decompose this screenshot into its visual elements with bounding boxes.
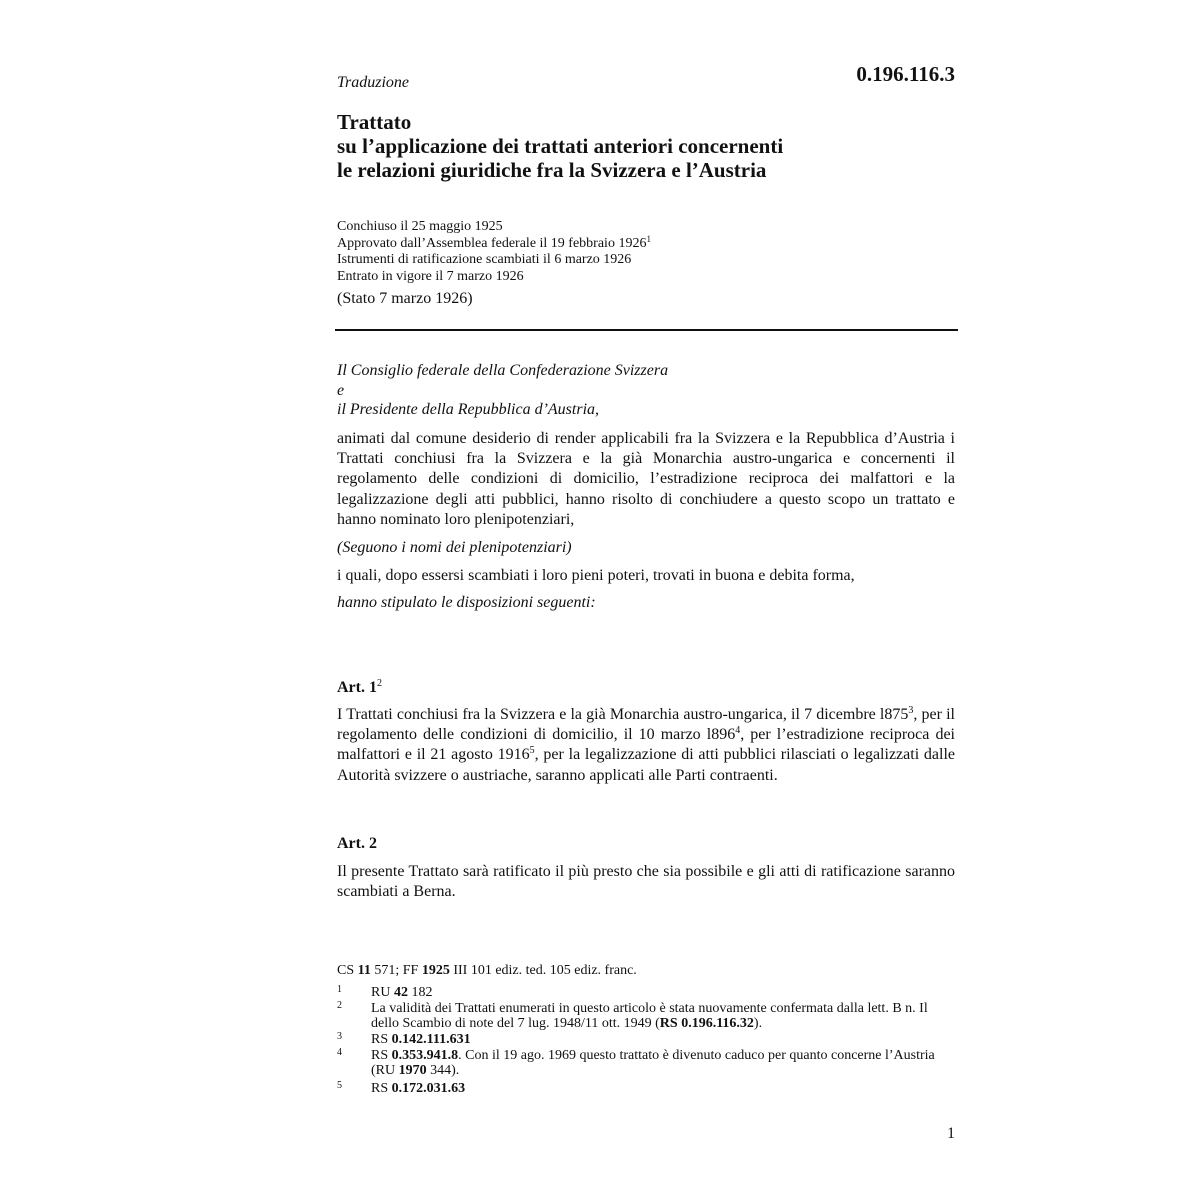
preamble-intro: animati dal comune desiderio di render applicabili fra la Svizzera e la Repubblica d’Austria i Trattati conchiusi fra la Svizzera e la già Monarchia austro-ungarica e concernenti il regolamento delle condizioni di domicilio, l’estradizione reciproca dei malfattori e la legalizzazione degli atti pubblici, hanno risolto di conchiudere a questo scopo un trattato e hanno nominato loro plenipotenziari, (337, 430, 955, 528)
footnote-number: 4 (337, 1047, 342, 1058)
footnote-text (371, 1081, 955, 1096)
in-force-date: Entrato in vigore il 7 marzo 1926 (337, 268, 524, 284)
footnote-text (371, 1048, 955, 1078)
status-date: (Stato 7 marzo 1926) (337, 290, 473, 307)
footnote-5 (337, 1081, 955, 1096)
source-part-2: 571; FF (370, 963, 422, 978)
source-reference (337, 963, 637, 979)
article-1-heading (337, 679, 382, 697)
footnote-number: 5 (337, 1080, 342, 1091)
article-1-part-2: , per il regolamento delle condizioni di domicilio, il 10 marzo l896 (337, 706, 955, 744)
footnote-4-part-2: . Con il 19 ago. 1969 questo trattato è divenuto caduco per quanto concerne l’Austria (RU (371, 1048, 935, 1078)
footnote-ref-4[interactable]: 4 (735, 725, 741, 737)
footnote-1 (337, 985, 955, 1000)
article-1-part-4: , per la legalizzazione di atti pubblici rilasciati o legalizzati dalle Autorità svizzere o austriache, saranno applicati alle Parti contraenti. (337, 746, 955, 784)
footnote-1-part-2: 182 (407, 985, 433, 1000)
article-1-part-3: , per l’estradizione reciproca dei malfattori e il 21 agosto 1916 (337, 726, 955, 764)
footnote-2-part-1: La validità dei Trattati enumerati in questo articolo è stata nuovamente confermata dalla lett. B n. Il dello Scambio di note del 7 lug. 1948/11 ott. 1949 ( (371, 1001, 928, 1031)
party-austria: il Presidente della Repubblica d’Austria, (337, 401, 600, 418)
treaty-metadata (337, 219, 957, 285)
article-1-text (337, 705, 955, 786)
footnote-3-bold: 0.142.111.631 (391, 1032, 471, 1047)
footnote-4-part-1: RS (371, 1048, 392, 1063)
footnote-2-part-2: ). (753, 1016, 763, 1031)
party-swiss: Il Consiglio federale della Confederazione Svizzera (337, 362, 669, 379)
footnote-ref-5[interactable]: 5 (529, 745, 535, 757)
footnote-ref-3[interactable]: 3 (908, 705, 914, 716)
agreed-provisions-clause: hanno stipulato le disposizioni seguenti: (337, 594, 596, 611)
approved-date (337, 233, 957, 253)
article-1-title: Art. 1 (337, 679, 377, 696)
page-number: 1 (947, 1125, 955, 1142)
footnote-4-part-3: 344). (426, 1063, 460, 1078)
article-2-text: Il presente Trattato sarà ratificato il più presto che sia possibile e gli atti di ratificazione saranno scambiati a Berna. (337, 863, 955, 901)
footnote-4 (337, 1048, 955, 1078)
footnote-3-part-1: RS (371, 1032, 392, 1047)
article-1-part-1: I Trattati conchiusi fra la Svizzera e la già Monarchia austro-ungarica, il 7 dicembre l875 (337, 706, 909, 723)
footnote-text (371, 1032, 955, 1047)
footnote-number: 2 (337, 1000, 342, 1011)
plenipotentiaries-note: (Seguono i nomi dei plenipotenziari) (337, 539, 572, 556)
title-line-1: Trattato (337, 110, 412, 134)
concluded-date: Conchiuso il 25 maggio 1925 (337, 219, 503, 234)
title-line-3: le relazioni giuridiche fra la Svizzera e l’Austria (337, 158, 767, 182)
footnote-5-part-1: RS (371, 1081, 392, 1096)
footnote-1-part-1: RU (371, 985, 394, 1000)
footnote-5-bold: 0.172.031.63 (391, 1081, 466, 1096)
system-number: 0.196.116.3 (856, 62, 955, 86)
footnote-number: 1 (337, 984, 342, 995)
header-divider (335, 329, 958, 331)
footnote-3 (337, 1032, 955, 1047)
footnote-number: 3 (337, 1031, 342, 1042)
footnote-2 (337, 1001, 955, 1031)
full-powers-clause: i quali, dopo essersi scambiati i loro pieni poteri, trovati in buona e debita forma, (337, 567, 855, 584)
source-bold-1: 11 (357, 963, 371, 978)
footnote-ref-2[interactable]: 2 (376, 678, 382, 689)
preamble-parties (337, 361, 955, 420)
article-2-heading: Art. 2 (337, 835, 377, 852)
footnote-4-bold-1: 0.353.941.8 (391, 1048, 459, 1063)
approved-text: Approvato dall’Assemblea federale il 19 febbraio 1926 (337, 235, 647, 251)
party-conjunction: e (337, 381, 345, 399)
footnote-2-bold: RS 0.196.116.32 (659, 1016, 754, 1031)
translation-label: Traduzione (337, 74, 410, 91)
source-bold-2: 1925 (421, 963, 450, 978)
footnote-ref-1[interactable]: 1 (646, 233, 651, 244)
source-part-3: III 101 ediz. ted. 105 ediz. franc. (449, 963, 637, 978)
footnote-1-bold: 42 (393, 985, 408, 1000)
footnote-text (371, 985, 955, 1000)
footnote-text (371, 1001, 955, 1031)
source-part-1: CS (337, 963, 358, 978)
title-line-2: su l’applicazione dei trattati anteriori concernenti (337, 134, 784, 158)
footnote-4-bold-2: 1970 (398, 1063, 427, 1078)
document-title (337, 110, 957, 182)
ratification-date: Istrumenti di ratificazione scambiati il 6 marzo 1926 (337, 252, 632, 267)
